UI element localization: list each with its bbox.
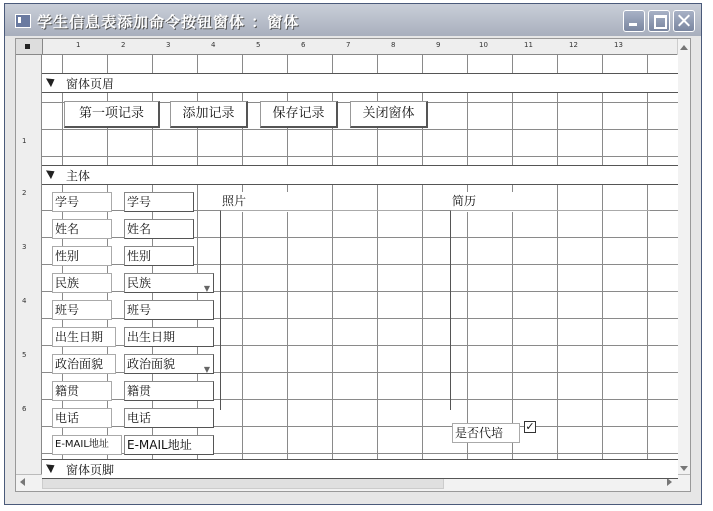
minimize-button[interactable] — [623, 10, 645, 32]
field-control-email[interactable]: E-MAIL地址 — [124, 435, 214, 455]
field-control-phone[interactable]: 电话 — [124, 408, 214, 428]
section-arrow-icon — [46, 75, 57, 87]
combo-value: 民族 — [127, 276, 152, 290]
field-label-name[interactable]: 姓名 — [52, 219, 112, 239]
close-form-button[interactable]: 关闭窗体 — [350, 101, 428, 128]
vertical-scrollbar[interactable] — [677, 39, 690, 475]
scroll-up-icon[interactable] — [680, 45, 688, 50]
field-control-name[interactable]: 姓名 — [124, 219, 194, 239]
ruler-mark: 12 — [569, 41, 578, 49]
section-header-bar[interactable] — [42, 73, 678, 93]
field-label-hometown[interactable]: 籍贯 — [52, 381, 112, 401]
field-control-gender[interactable]: 性别 — [124, 246, 194, 266]
section-arrow-icon — [46, 167, 57, 179]
ruler-mark: 9 — [436, 41, 441, 49]
ruler-mark: 1 — [76, 41, 81, 49]
field-label-email[interactable]: E-MAIL地址 — [52, 435, 122, 455]
field-label-student-id[interactable]: 学号 — [52, 192, 112, 212]
ruler-mark: 6 — [301, 41, 306, 49]
ruler-mark: 6 — [22, 405, 27, 413]
ruler-mark: 2 — [22, 189, 27, 197]
field-control-birthdate[interactable]: 出生日期 — [124, 327, 214, 347]
ruler-mark: 10 — [479, 41, 488, 49]
ruler-mark: 5 — [22, 351, 27, 359]
ruler-mark: 8 — [391, 41, 396, 49]
add-record-button[interactable]: 添加记录 — [170, 101, 248, 128]
ruler-mark: 4 — [22, 297, 27, 305]
scroll-left-icon[interactable] — [20, 478, 25, 486]
form-grid[interactable] — [42, 55, 678, 475]
ruler-mark: 3 — [166, 41, 171, 49]
field-control-class-no[interactable]: 班号 — [124, 300, 214, 320]
field-control-hometown[interactable]: 籍贯 — [124, 381, 214, 401]
field-label-ethnicity[interactable]: 民族 — [52, 273, 112, 293]
resume-memo-field[interactable] — [450, 210, 650, 410]
field-label-birthdate[interactable]: 出生日期 — [52, 327, 116, 347]
combo-value: 政治面貌 — [127, 357, 176, 371]
field-label-phone[interactable]: 电话 — [52, 408, 112, 428]
photo-label[interactable]: 照片 — [220, 192, 288, 212]
ruler-mark: 2 — [121, 41, 126, 49]
close-window-button[interactable] — [673, 10, 695, 32]
section-header-label: 窗体页眉 — [66, 77, 115, 91]
scroll-down-icon[interactable] — [680, 466, 688, 471]
first-record-button[interactable]: 第一项记录 — [64, 101, 160, 128]
chevron-down-icon[interactable]: ▼ — [203, 284, 210, 293]
field-label-gender[interactable]: 性别 — [52, 246, 112, 266]
ruler-mark: 7 — [346, 41, 351, 49]
save-record-button[interactable]: 保存记录 — [260, 101, 338, 128]
section-arrow-icon — [46, 461, 57, 473]
form-icon — [15, 14, 31, 28]
form-selector[interactable] — [16, 39, 42, 55]
scroll-right-icon[interactable] — [667, 478, 672, 486]
ruler-mark: 13 — [614, 41, 623, 49]
resume-label[interactable]: 简历 — [450, 192, 518, 212]
maximize-button[interactable] — [648, 10, 670, 32]
section-footer-label: 窗体页脚 — [66, 463, 115, 477]
field-label-political-status[interactable]: 政治面貌 — [52, 354, 116, 374]
field-control-political-status[interactable] — [124, 354, 214, 374]
ruler-mark: 5 — [256, 41, 261, 49]
chevron-down-icon[interactable]: ▼ — [203, 365, 210, 374]
field-control-ethnicity[interactable] — [124, 273, 214, 293]
design-area — [15, 38, 691, 492]
form-design-window — [4, 3, 702, 505]
horizontal-ruler[interactable] — [42, 39, 678, 55]
vertical-ruler[interactable] — [16, 55, 42, 475]
ruler-mark: 11 — [524, 41, 533, 49]
photo-object-frame[interactable] — [220, 210, 430, 410]
section-detail-label: 主体 — [66, 169, 91, 183]
rep-training-checkbox[interactable]: ✓ — [525, 420, 535, 433]
section-footer-bar[interactable] — [42, 459, 678, 479]
section-detail-bar[interactable] — [42, 165, 678, 185]
rep-training-label[interactable]: 是否代培 — [452, 423, 520, 443]
field-control-student-id[interactable]: 学号 — [124, 192, 194, 212]
ruler-mark: 4 — [211, 41, 216, 49]
ruler-mark: 1 — [22, 137, 27, 145]
field-label-class-no[interactable]: 班号 — [52, 300, 112, 320]
title-bar[interactable] — [5, 4, 701, 36]
window-title: 学生信息表添加命令按钮窗体 ：窗体 — [37, 13, 300, 31]
ruler-mark: 3 — [22, 243, 27, 251]
